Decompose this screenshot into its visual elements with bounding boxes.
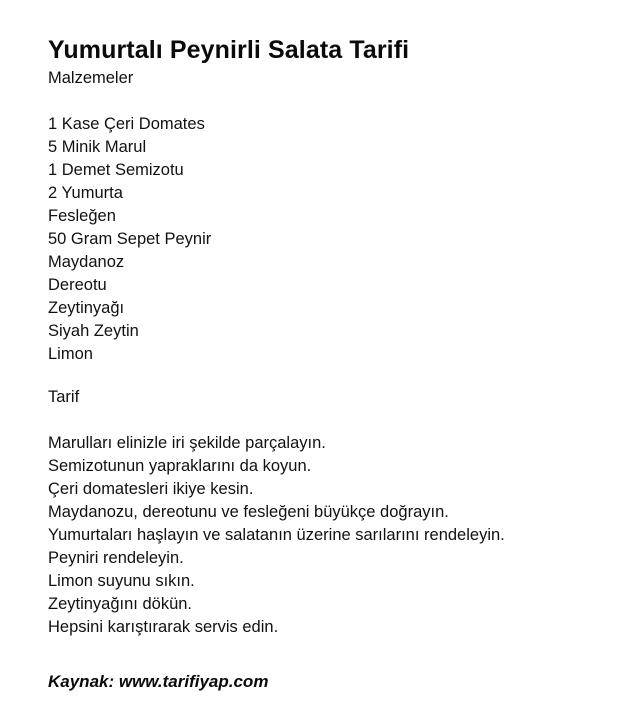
ingredient-item: 1 Demet Semizotu	[48, 161, 184, 179]
ingredient-item: Limon	[48, 345, 93, 363]
instruction-item: Maydanozu, dereotunu ve fesleğeni büyükçe doğrayın.	[48, 503, 449, 521]
instructions-list	[48, 432, 608, 639]
ingredient-item: Siyah Zeytin	[48, 322, 139, 340]
instruction-item: Marulları elinizle iri şekilde parçalayın.	[48, 434, 326, 452]
ingredients-section-heading: Malzemeler	[48, 69, 134, 87]
ingredient-item: Zeytinyağı	[48, 299, 125, 317]
instructions-section-heading: Tarif	[48, 388, 80, 406]
page-title: Yumurtalı Peynirli Salata Tarifi	[48, 35, 410, 64]
ingredient-item: Dereotu	[48, 276, 107, 294]
ingredients-list	[48, 113, 608, 366]
source-attribution: Kaynak: www.tarifiyap.com	[48, 672, 269, 691]
instruction-item: Yumurtaları haşlayın ve salatanın üzerine sarılarını rendeleyin.	[48, 526, 505, 544]
instruction-item: Peyniri rendeleyin.	[48, 549, 184, 567]
ingredient-item: 50 Gram Sepet Peynir	[48, 230, 212, 248]
ingredient-item: Fesleğen	[48, 207, 116, 225]
instruction-item: Zeytinyağını dökün.	[48, 595, 193, 613]
instruction-item: Hepsini karıştırarak servis edin.	[48, 618, 279, 636]
ingredient-item: 1 Kase Çeri Domates	[48, 115, 205, 133]
instruction-item: Çeri domatesleri ikiye kesin.	[48, 480, 254, 498]
ingredient-item: 5 Minik Marul	[48, 138, 147, 156]
instruction-item: Semizotunun yapraklarını da koyun.	[48, 457, 312, 475]
ingredient-item: Maydanoz	[48, 253, 125, 271]
instruction-item: Limon suyunu sıkın.	[48, 572, 195, 590]
ingredient-item: 2 Yumurta	[48, 184, 123, 202]
